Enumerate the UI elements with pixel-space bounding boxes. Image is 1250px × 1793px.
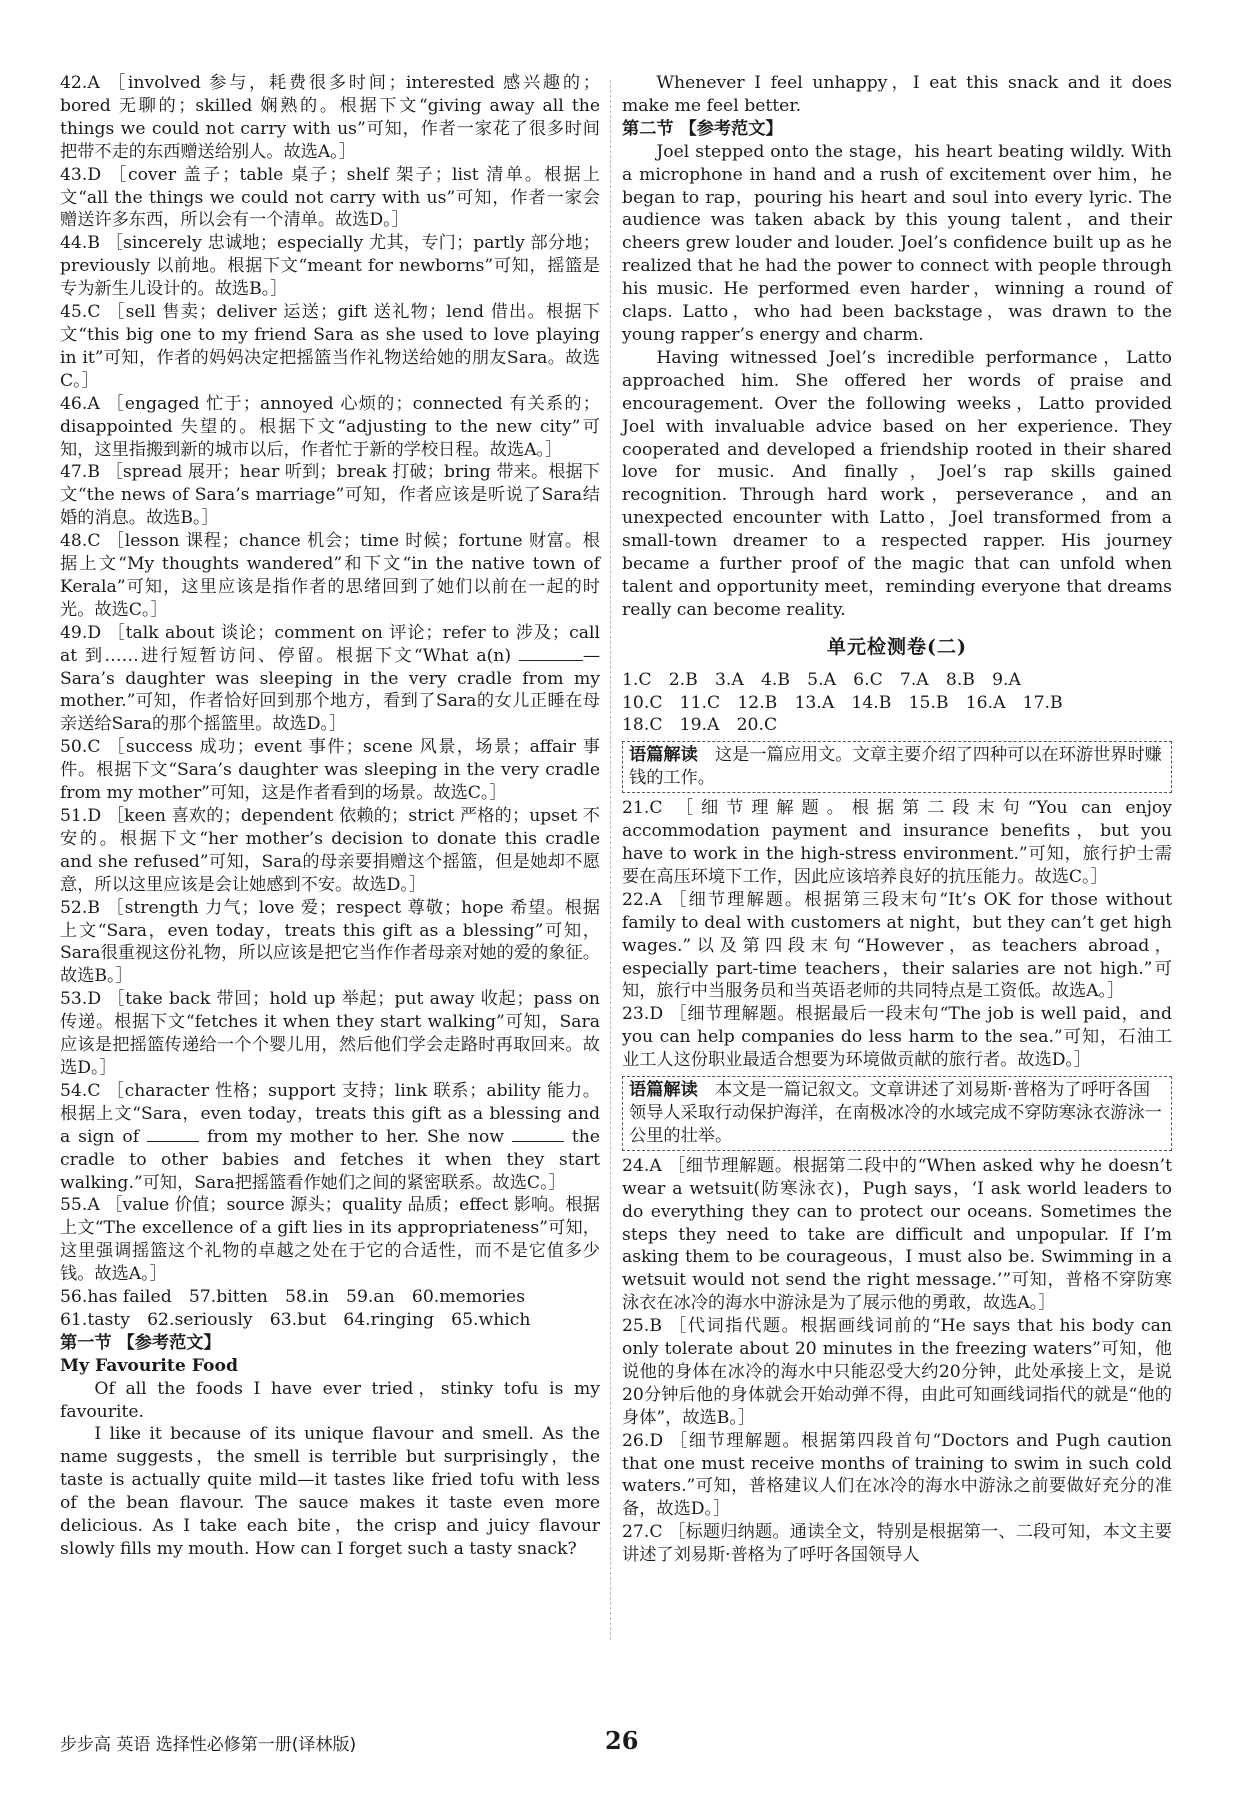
answer-item-45: 45.C ［sell 售卖；deliver 运送；gift 送礼物；lend 借出。根据下文“this big one to my friend Sara as she used to love playing in it”可知，作者的妈妈决定把摇篮当作礼物送给她的朋友Sara。故选C。］: [60, 302, 600, 391]
fill-answers-row-1: 56.has failed 57.bitten 58.in 59.an 60.memories: [60, 1287, 526, 1308]
passage-analysis-tag: 语篇解读: [629, 1080, 698, 1101]
answer-item-21: 21.C ［细节理解题。根据第二段末句“You can enjoy accommodation payment and insurance benefits，but you have to work in the high-stress environment.”可知，旅行护士需要在高压环境下工作，因此应该培养良好的抗压能力。故选C。］: [622, 798, 1172, 887]
answer-item-46: 46.A ［engaged 忙于；annoyed 心烦的；connected 有关系的；disappointed 失望的。根据下文“adjusting to the new city”可知，这里指搬到新的城市以后，作者忙于新的学校日程。故选A。］: [60, 393, 600, 460]
answer-item-54-part-b: from my mother to her. She now: [199, 1126, 512, 1147]
essay-paragraph: Whenever I feel unhappy，I eat this snack and it does make me feel better.: [622, 73, 1172, 116]
essay-paragraph: I like it because of its unique flavour and smell. As the name suggests，the smell is terrible but surprisingly，the taste is actually quite mild—it tastes like fried tofu with less of the bean flavour. The sauce makes it taste even more delicious. As I take each bite，the crisp and juicy flavour slowly fills my mouth. How can I forget such a tasty snack?: [60, 1424, 600, 1559]
page-number: 26: [605, 1726, 639, 1755]
blank-line: [512, 1127, 564, 1142]
continuation-paragraph: Having witnessed Joel’s incredible performance，Latto approached him. She offered her words of praise and encouragement. Over the following weeks，Latto provided Joel with invaluable advice based on her experience. They cooperated and developed a friendship rooted in their shared love for music. And finally，Joel’s rap skills gained recognition. Through hard work，perseverance，and an unexpected encounter with Latto，Joel transformed from a small-town dreamer to a respected rapper. His journey became a further proof of the magic that can unfold when talent and opportunity meet，reminding everyone that dreams really can become reality.: [622, 347, 1172, 620]
answer-item-42: 42.A ［involved 参与，耗费很多时间；interested 感兴趣的；bored 无聊的；skilled 娴熟的。根据下文“giving away all the things we could not carry with us”可知，作者一家花了很多时间把带不走的东西赠送给别人。故选A。］: [60, 73, 600, 162]
left-column: [60, 72, 600, 1561]
answer-item-54-part-a: 54.C ［character 性格；support 支持；link 联系；ability 能力。根据上文“Sara，even today，treats this gift as a blessing and a sign of: [60, 1080, 600, 1147]
answer-item-25: 25.B ［代词指代题。根据画线词前的“He says that his body can only tolerate about 20 minutes in the freezing waters”可知，他说他的身体在冰冷的海水中只能忍受大约20分钟，此处承接上文，是说20分钟后他的身体就会开始动弹不得，由此可知画线词指代的就是“他的身体”，故选B。］: [622, 1316, 1172, 1428]
answer-item-50: 50.C ［success 成功；event 事件；scene 风景，场景；affair 事件。根据下文“Sara’s daughter was sleeping in the very cradle from my mother”可知，这是作者看到的场景。故选C。］: [60, 737, 600, 804]
continuation-paragraph: Joel stepped onto the stage，his heart beating wildly. With a microphone in hand and a rush of excitement over him，he began to rap，pouring his heart and soul into every lyric. The audience was taken aback by this young talent，and their cheers grew louder and louder. Joel’s confidence built up as he realized that he had the power to connect with people through his music. He performed even harder，winning a round of claps. Latto，who had been backstage，was drawn to the young rapper’s energy and charm.: [622, 141, 1172, 345]
mc-answers-row: 1.C 2.B 3.A 4.B 5.A 6.C 7.A 8.B 9.A: [622, 669, 1021, 690]
unit-test-title: 单元检测卷(二): [827, 635, 967, 658]
answer-item-54-part-c: the cradle to other babies and fetches it when they start walking.”可知，Sara把摇篮看作她们之间的紧密联系。故选C。］: [60, 1126, 600, 1193]
answer-item-22: 22.A ［细节理解题。根据第三段末句“It’s OK for those without family to deal with customers at night，but they can’t get high wages.”以及第四段末句“However，as teachers abroad，especially part-time teachers，their salaries are not high.”可知，旅行中当服务员和当英语老师的共同特点是工资低。故选A。］: [622, 889, 1172, 1002]
passage-analysis-box: [622, 741, 1172, 793]
answer-item-27: 27.C ［标题归纳题。通读全文，特别是根据第一、二段可知，本文主要讲述了刘易斯·普格为了呼吁各国领导人: [622, 1522, 1172, 1566]
column-divider: [610, 80, 611, 1640]
answer-item-55: 55.A ［value 价值；source 源头；quality 品质；effect 影响。根据上文“The excellence of a gift lies in its appropriateness”可知，这里强调摇篮这个礼物的卓越之处在于它的合适性，而不是它值多少钱。故选A。］: [60, 1195, 600, 1285]
essay-paragraph: Of all the foods I have ever tried，stinky tofu is my favourite.: [60, 1378, 600, 1422]
blank-line: [519, 646, 583, 661]
answer-item-24: 24.A ［细节理解题。根据第二段中的“When asked why he doesn’t wear a wetsuit(防寒泳衣)，Pugh says，‘I ask world leaders to do everything they can to protect our oceans. Sometimes the steps they need to take are difficult and unpopular. If I’m asking them to be courageous，I must also be. Swimming in a wetsuit would not send the right message.’”可知，普格不穿防寒泳衣在冰冷的海水中游泳是为了展示他的勇敢，故选A。］: [622, 1155, 1172, 1314]
passage-analysis-tag: 语篇解读: [629, 745, 698, 766]
answer-item-49-part-b: —Sara’s daughter was sleeping in the very cradle from my mother.”可知，作者恰好回到那个地方，看到了Sara的女儿正睡在母亲送给Sara的那个摇篮里。故选D。］: [60, 645, 600, 735]
passage-analysis-text: 这是一篇应用文。文章主要介绍了四种可以在环游世界时赚钱的工作。: [629, 745, 1162, 789]
answer-item-54: [60, 1080, 600, 1195]
blank-line: [147, 1127, 199, 1142]
answer-item-43: 43.D ［cover 盖子；table 桌子；shelf 架子；list 清单。根据上文“all the things we could not carry with us”可知，作者一家会赠送许多东西，所以会有一个清单。故选D。］: [60, 164, 600, 231]
mc-answers-row: 18.C 19.A 20.C: [622, 715, 778, 736]
answer-item-51: 51.D ［keen 喜欢的；dependent 依赖的；strict 严格的；upset 不安的。根据下文“her mother’s decision to donate this cradle and she refused”可知，Sara的母亲要捐赠这个摇篮，但是她却不愿意，所以这里应该是会让她感到不安。故选D。］: [60, 806, 600, 895]
section-2-heading: 第二节 【参考范文】: [622, 118, 783, 139]
answer-item-49: [60, 622, 600, 737]
right-column: [622, 72, 1172, 1567]
page-footer: [0, 1726, 1250, 1760]
answer-item-26: 26.D ［细节理解题。根据第四段首句“Doctors and Pugh caution that one must receive months of training to swim in such cold waters.”可知，普格建议人们在冰冷的海水中游泳之前要做好充分的准备，故选D。］: [622, 1430, 1172, 1520]
answer-item-44: 44.B ［sincerely 忠诚地；especially 尤其，专门；partly 部分地；previously 以前地。根据下文“meant for newborns”可知，摇篮是专为新生儿设计的。故选B。］: [60, 233, 600, 300]
answer-item-53: 53.D ［take back 带回；hold up 举起；put away 收起；pass on 传递。根据下文“fetches it when they start walking”可知，Sara应该是把摇篮传递给一个个婴儿用，然后他们学会走路时再取回来。故选D。］: [60, 989, 600, 1078]
multiple-choice-answers: [622, 669, 1172, 738]
fill-answers-row-2: 61.tasty 62.seriously 63.but 64.ringing 65.which: [60, 1309, 531, 1330]
answer-item-49-part-a: 49.D ［talk about 谈论；comment on 评论；refer to 涉及；call at 到……进行短暂访问、停留。根据下文“What a(n): [60, 622, 600, 666]
passage-analysis-box: [622, 1076, 1172, 1151]
book-title: 步步高 英语 选择性必修第一册(译林版): [60, 1735, 357, 1755]
answer-item-48: 48.C ［lesson 课程；chance 机会；time 时候；fortune 财富。根据上文“My thoughts wandered”和下文“in the native town of Kerala”可知，这里应该是指作者的思绪回到了她们以前在一起的时光。故选C。］: [60, 531, 600, 620]
section-1-heading: 第一节 【参考范文】: [60, 1332, 221, 1353]
passage-analysis-text: 本文是一篇记叙文。文章讲述了刘易斯·普格为了呼吁各国领导人采取行动保护海洋，在南极冰冷的水域完成不穿防寒泳衣游泳一公里的壮举。: [629, 1080, 1162, 1146]
mc-answers-row: 10.C 11.C 12.B 13.A 14.B 15.B 16.A 17.B: [622, 692, 1063, 713]
answer-item-23: 23.D ［细节理解题。根据最后一段末句“The job is well paid，and you can help companies do less harm to the sea.”可知，石油工业工人这份职业最适合想要为环境做贡献的旅行者。故选D。］: [622, 1004, 1172, 1071]
answer-item-47: 47.B ［spread 展开；hear 听到；break 打破；bring 带来。根据下文“the news of Sara’s marriage”可知，作者应该是听说了Sara结婚的消息。故选B。］: [60, 462, 600, 529]
essay-title: My Favourite Food: [60, 1355, 238, 1376]
answer-item-52: 52.B ［strength 力气；love 爱；respect 尊敬；hope 希望。根据上文“Sara，even today，treats this gift as a blessing”可知，Sara很重视这份礼物，所以应该是把它当作作者母亲对她的爱的象征。故选B。］: [60, 897, 600, 987]
